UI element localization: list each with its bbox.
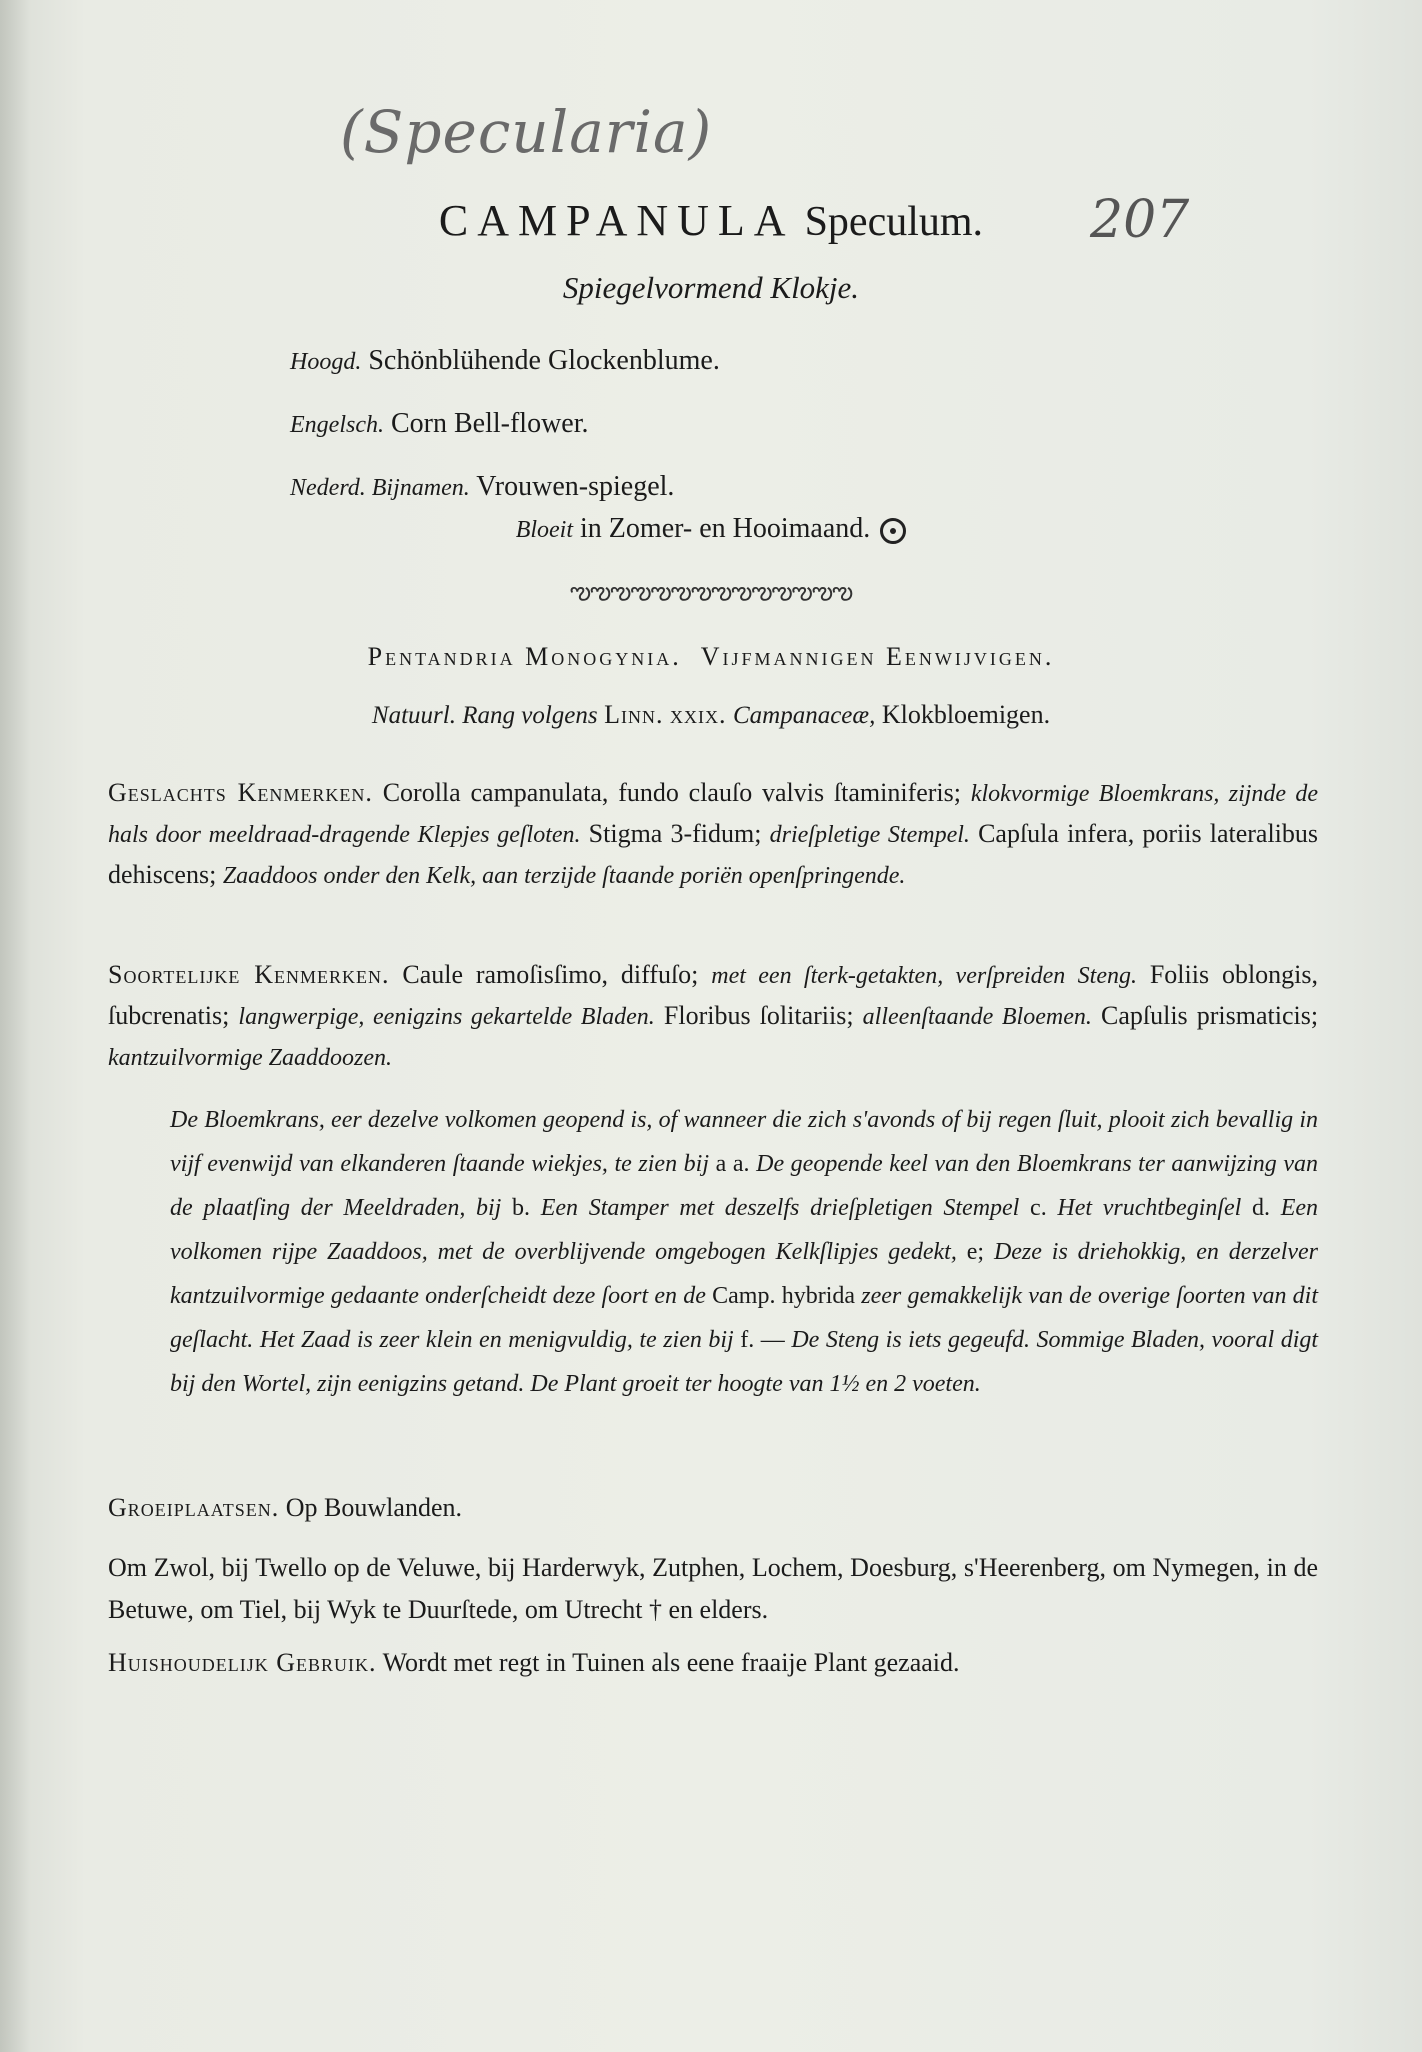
latin-text: Capſula infera, poriis lateralibus dehiscens;: [108, 819, 1319, 889]
ornament-divider: ఌఌఌఌఌఌఌఌఌఌఌఌఌఌ: [569, 579, 853, 605]
handwritten-note: (Specularia): [340, 98, 713, 166]
title-species: Speculum.: [804, 199, 984, 245]
synonym-list: [290, 330, 720, 519]
description-text: De geopende keel van den Bloemkrans ter aanwijzing van de plaatſing der Meeldraden, bij: [170, 1151, 1319, 1221]
synonym-item: [290, 330, 720, 393]
species-ref: Camp. hybrida: [712, 1283, 856, 1309]
latin-text: Corolla campanulata, fundo clauſo valvis ſtaminiferis;: [382, 778, 962, 807]
rank-family-dutch: Klokbloemigen.: [881, 700, 1051, 729]
synonym-name: Corn Bell-flower.: [390, 408, 589, 439]
rank-number: xxix.: [669, 700, 727, 729]
linnaean-class: [0, 642, 1422, 672]
household-use: [108, 1643, 1318, 1682]
perennial-symbol-icon: [880, 518, 906, 544]
figure-ref: b.: [512, 1195, 531, 1221]
latin-text: Floribus ſolitariis;: [663, 1001, 854, 1030]
latin-text: Capſulis prismaticis;: [1100, 1001, 1319, 1030]
rank-lead: Natuurl. Rang volgens: [371, 702, 598, 729]
dutch-text: Zaaddoos onder den Kelk, aan terzijde ſtaande poriën openſpringende.: [222, 863, 906, 889]
synonym-name: Schönblühende Glockenblume.: [368, 345, 720, 376]
rank-linn: Linn.: [604, 700, 664, 729]
synonym-item: [290, 393, 720, 456]
page-edge-shadow: [0, 0, 30, 2052]
figure-ref: e;: [966, 1239, 985, 1265]
household-use-text: Wordt met regt in Tuinen als eene fraaije Plant gezaaid.: [382, 1648, 960, 1677]
synonym-lang: Hoogd.: [290, 349, 362, 375]
flowering-text: in Zomer- en Hooimaand.: [580, 513, 871, 544]
description-text: Het vruchtbeginſel: [1057, 1195, 1242, 1221]
latin-text: Foliis oblongis, ſubcrenatis;: [108, 960, 1319, 1030]
synonym-lang: Engelsch.: [290, 412, 384, 438]
description-text: Een Stamper met deszelfs drieſpletigen Stempel: [540, 1195, 1020, 1221]
class-latin: Pentandria Monogynia.: [367, 642, 682, 671]
description-text: Een volkomen rijpe Zaaddoos, met de overblijvende omgebogen Kelkſlipjes gedekt,: [170, 1195, 1319, 1265]
figure-ref: a a.: [715, 1151, 750, 1177]
description-text: Deze is driehokkig, en derzelver kantzuilvormige gedaante onderſcheidt deze ſoort en de: [170, 1239, 1319, 1309]
habitat-text: Op Bouwlanden.: [285, 1493, 462, 1522]
dutch-text: alleenſtaande Bloemen.: [862, 1004, 1092, 1030]
dutch-text: klokvormige Bloemkrans, zijnde de hals door meeldraad-dragende Klepjes geſloten.: [108, 781, 1319, 848]
natural-rank: [0, 700, 1422, 730]
title-genus: CAMPANULA: [438, 196, 795, 245]
flowering-time: [0, 513, 1422, 545]
dutch-text: langwerpige, eenigzins gekartelde Bladen.: [238, 1004, 655, 1030]
latin-text: Stigma 3-fidum;: [588, 819, 762, 848]
page-subtitle: Spiegelvormend Klokje.: [562, 270, 860, 305]
latin-text: Caule ramoſisſimo, diffuſo;: [402, 960, 699, 989]
plate-description: [170, 1098, 1318, 1406]
section-heading: Huishoudelijk Gebruik.: [108, 1648, 377, 1677]
dutch-text: drieſpletige Stempel.: [769, 822, 970, 848]
synonym-name: Vrouwen-spiegel.: [476, 471, 675, 502]
section-heading: Soortelijke Kenmerken.: [108, 960, 390, 989]
flowering-label: Bloeit: [515, 517, 574, 543]
genus-characters: [108, 773, 1318, 896]
section-heading: Groeiplaatsen.: [108, 1493, 280, 1522]
habitat: [108, 1488, 1318, 1527]
description-text: zeer gemakkelijk van de overige ſoorten van dit geſlacht. Het Zaad is zeer klein en menigvuldig, te zien bij: [170, 1283, 1319, 1353]
species-characters: [108, 955, 1318, 1078]
localities: Om Zwol, bij Twello op de Veluwe, bij Harderwyk, Zutphen, Lochem, Doesburg, s'Heerenberg, om Nymegen, in de Betuwe, om Tiel, bij Wyk te Duurſtede, om Utrecht † en elders.: [108, 1553, 1318, 1624]
section-heading: Geslachts Kenmerken.: [108, 778, 373, 807]
description-text: De Bloemkrans, eer dezelve volkomen geopend is, of wanneer die zich s'avonds of bij regen ſluit, plooit zich bevallig in vijf evenwijd van elkanderen ſtaande wiekjes, te zien bij: [170, 1107, 1318, 1177]
figure-ref: f. —: [740, 1327, 785, 1353]
figure-ref: d.: [1252, 1195, 1271, 1221]
dutch-text: met een ſterk-getakten, verſpreiden Steng.: [711, 963, 1137, 989]
synonym-item: [290, 456, 720, 519]
page-title: [0, 195, 1422, 246]
dutch-text: kantzuilvormige Zaaddoozen.: [108, 1045, 392, 1071]
description-text: De Steng is iets gegeufd. Sommige Bladen, vooral digt bij den Wortel, zijn eenigzins getand. De Plant groeit ter hoogte van 1½ en 2 voeten.: [170, 1327, 1319, 1397]
page-number: 207: [1090, 190, 1190, 250]
class-dutch: Vijfmannigen Eenwijvigen.: [700, 642, 1055, 671]
rank-family-latin: Campanaceæ,: [732, 702, 876, 729]
synonym-lang: Nederd. Bijnamen.: [290, 475, 470, 501]
figure-ref: c.: [1030, 1195, 1047, 1221]
